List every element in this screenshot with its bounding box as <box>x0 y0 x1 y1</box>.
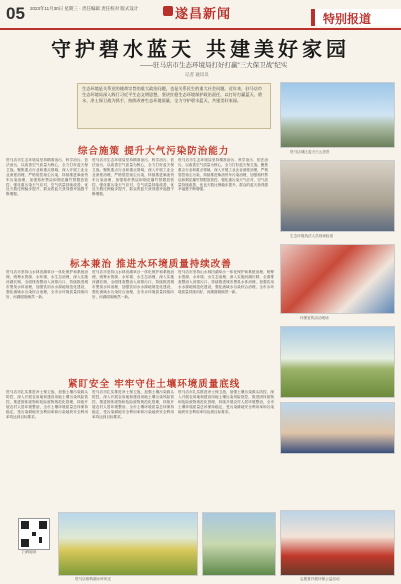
photo-caption: 驻马店宿鸭湖水库风光 <box>75 577 111 581</box>
dateline: 2023年11月30日 星期三 · 责任编辑 责任校对 版式设计 <box>30 6 139 11</box>
section-heading: 紧盯安全 牢牢守住土壤环境质量底线 <box>68 379 241 390</box>
section-body: 驻马店市坚持山水林田湖草沙一体化保护和系统治理，统筹水资源、水环境、水生态治理，深入实施河湖长制，全面排查整治入河排污口，持续推进城市黑臭水体治理，加强饮用水水源地规范化建设，强化流域水污染综合治理，全市水环境质量持续向好，河湖面貌焕然一新。 <box>6 270 88 299</box>
article-byline: 记者 通讯员 <box>185 72 209 77</box>
photo-campaign <box>280 244 395 314</box>
section-body: 驻马店市生态环境局坚持精准治污、科学治污、依法治污，以改善空气质量为核心，全力打好蓝天保卫战。聚焦重点行业和重点领域，深入开展工业企业深度治理，严格管控扬尘污染，持续推进柴油货车污染治理，加强秸秆禁烧和烟花爆竹禁限放管控，强化重污染天气应对，空气质量持续改善，优良天数比例稳步提升，群众的蓝天获得感幸福感不断增强。 <box>6 158 88 197</box>
qr-caption: 扫码阅读 <box>22 550 37 554</box>
page-number: 05 <box>6 4 25 23</box>
section-body: 驻马店市扎实推进净土保卫战，加强土壤污染源头防控，深入开展农用地和建设用地土壤污染风险管控，推进固体废物和危险废物规范化管理，持续开展农村人居环境整治，全市土壤环境质量总体保持稳定，受污染耕地安全利用率和污染地块安全利用率均达到目标要求。 <box>6 390 88 419</box>
article-subtitle: ——驻马店市生态环境局打好打赢“三大保卫战”纪实 <box>140 62 288 69</box>
section-body: 驻马店市扎实推进净土保卫战，加强土壤污染源头防控，深入开展农用地和建设用地土壤污染风险管控，推进固体废物和危险废物规范化管理，持续开展农村人居环境整治，全市土壤环境质量总体保持稳定，受污染耕地安全利用率和污染地块安全利用率均达到目标要求。 <box>92 390 174 419</box>
photo-landscape <box>202 512 276 576</box>
section-tab[interactable] <box>311 9 401 26</box>
article-title: 守护碧水蓝天 共建美好家园 <box>51 37 350 61</box>
photo-caption: 驻马店城区蓝天白云美景 <box>290 150 330 154</box>
article-lead: 生态环境是关系党的使命宗旨的重大政治问题，也是关系民生的重大社会问题。近年来，驻马店市生态环境局深入践行习近平生态文明思想，坚决扛稳生态环境保护政治责任，以打好打赢蓝天、碧水、净土保卫战为抓手，持续改善生态环境质量，全力守护碧水蓝天，共建美好家园。 <box>77 83 271 129</box>
section-body: 驻马店市坚持山水林田湖草沙一体化保护和系统治理，统筹水资源、水环境、水生态治理，深入实施河湖长制，全面排查整治入河排污口，持续推进城市黑臭水体治理，加强饮用水水源地规范化建设，强化流域水污染综合治理，全市水环境质量持续向好，河湖面貌焕然一新。 <box>92 270 174 299</box>
photo-volunteers <box>280 510 395 576</box>
photo-caption: 环保宣传活动现场 <box>300 316 329 320</box>
section-body: 驻马店市生态环境局坚持精准治污、科学治污、依法治污，以改善空气质量为核心，全力打好蓝天保卫战。聚焦重点行业和重点领域，深入开展工业企业深度治理，严格管控扬尘污染，持续推进柴油货车污染治理，加强秸秆禁烧和烟花爆竹禁限放管控，强化重污染天气应对，空气质量持续改善，优良天数比例稳步提升，群众的蓝天获得感幸福感不断增强。 <box>178 158 268 192</box>
newspaper-header <box>0 0 401 30</box>
masthead-logo-icon <box>163 6 173 16</box>
section-label: 特别报道 <box>323 12 372 26</box>
photo-inspection <box>280 160 395 232</box>
section-body: 驻马店市扎实推进净土保卫战，加强土壤污染源头防控，深入开展农用地和建设用地土壤污染风险管控，推进固体废物和危险废物规范化管理，持续开展农村人居环境整治，全市土壤环境质量总体保持稳定，受污染耕地安全利用率和污染地块安全利用率均达到目标要求。 <box>178 390 274 414</box>
section-body: 驻马店市坚持山水林田湖草沙一体化保护和系统治理，统筹水资源、水环境、水生态治理，深入实施河湖长制，全面排查整治入河排污口，持续推进城市黑臭水体治理，加强饮用水水源地规范化建设，强化流域水污染综合治理，全市水环境质量持续向好，河湖面貌焕然一新。 <box>178 270 274 294</box>
photo-officer <box>280 402 395 454</box>
photo-reservoir <box>58 512 198 576</box>
photo-field <box>280 326 395 398</box>
section-heading: 综合施策 提升大气污染防治能力 <box>78 146 230 157</box>
photo-caption: 生态环境执法人员现场检查 <box>290 234 334 238</box>
photo-caption: 志愿者开展环保公益活动 <box>300 577 340 581</box>
photo-city-skyline <box>280 82 395 148</box>
qr-code-icon[interactable] <box>18 518 50 550</box>
masthead-logo: 遂昌新闻 <box>175 7 232 22</box>
section-body: 驻马店市生态环境局坚持精准治污、科学治污、依法治污，以改善空气质量为核心，全力打好蓝天保卫战。聚焦重点行业和重点领域，深入开展工业企业深度治理，严格管控扬尘污染，持续推进柴油货车污染治理，加强秸秆禁烧和烟花爆竹禁限放管控，强化重污染天气应对，空气质量持续改善，优良天数比例稳步提升，群众的蓝天获得感幸福感不断增强。 <box>92 158 174 197</box>
section-heading: 标本兼治 推进水环境质量持续改善 <box>70 259 232 270</box>
